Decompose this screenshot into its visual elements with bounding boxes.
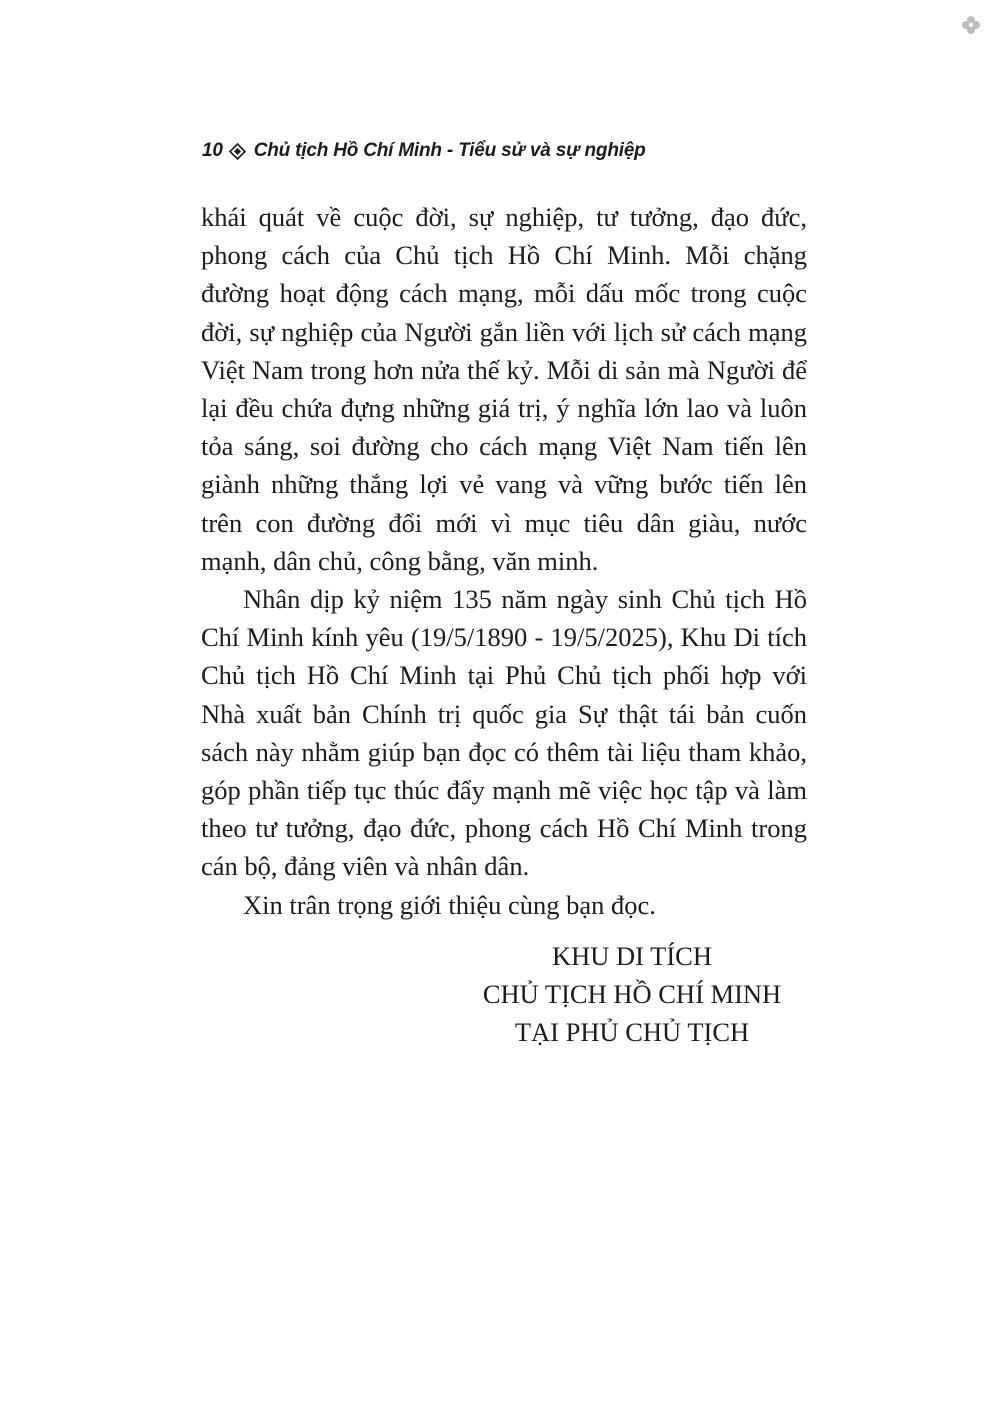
paragraph-anniversary: Nhân dịp kỷ niệm 135 năm ngày sinh Chủ tịch Hồ Chí Minh kính yêu (19/5/1890 - 19/5/2025), Khu Di tích Chủ tịch Hồ Chí Minh tại Phủ Chủ tịch phối hợp với Nhà xuất bản Chính trị quốc gia Sự thật tái bản cuốn sách này nhằm giúp bạn đọc có thêm tài liệu tham khảo, góp phần tiếp tục thúc đẩy mạnh mẽ việc học tập và làm theo tư tưởng, đạo đức, phong cách Hồ Chí Minh trong cán bộ, đảng viên và nhân dân. (201, 584, 807, 882)
page-number: 10 (202, 140, 223, 161)
signature-block (442, 937, 822, 1052)
signature-line-3: TẠI PHỦ CHỦ TỊCH (514, 1017, 750, 1048)
diamond-ornament-icon (229, 143, 246, 160)
signature-line-1: KHU DI TÍCH (552, 941, 712, 971)
running-header (202, 140, 646, 162)
flower-mark-icon (960, 14, 982, 36)
signature-line-2: CHỦ TỊCH HỒ CHÍ MINH (482, 979, 782, 1010)
body-text (201, 198, 807, 924)
book-title: Chủ tịch Hồ Chí Minh - Tiểu sử và sự nghiệp (253, 140, 646, 161)
paragraph-continuation: khái quát về cuộc đời, sự nghiệp, tư tưởng, đạo đức, phong cách của Chủ tịch Hồ Chí Minh. Mỗi chặng đường hoạt động cách mạng, mỗi dấu mốc trong cuộc đời, sự nghiệp của Người gắn liền với lịch sử cách mạng Việt Nam trong hơn nửa thế kỷ. Mỗi di sản mà Người để lại đều chứa đựng những giá trị, ý nghĩa lớn lao và luôn tỏa sáng, soi đường cho cách mạng Việt Nam tiến lên giành những thắng lợi vẻ vang và vững bước tiến lên trên con đường đổi mới vì mục tiêu dân giàu, nước mạnh, dân chủ, công bằng, văn minh. (201, 202, 807, 576)
paragraph-closing: Xin trân trọng giới thiệu cùng bạn đọc. (243, 889, 656, 920)
